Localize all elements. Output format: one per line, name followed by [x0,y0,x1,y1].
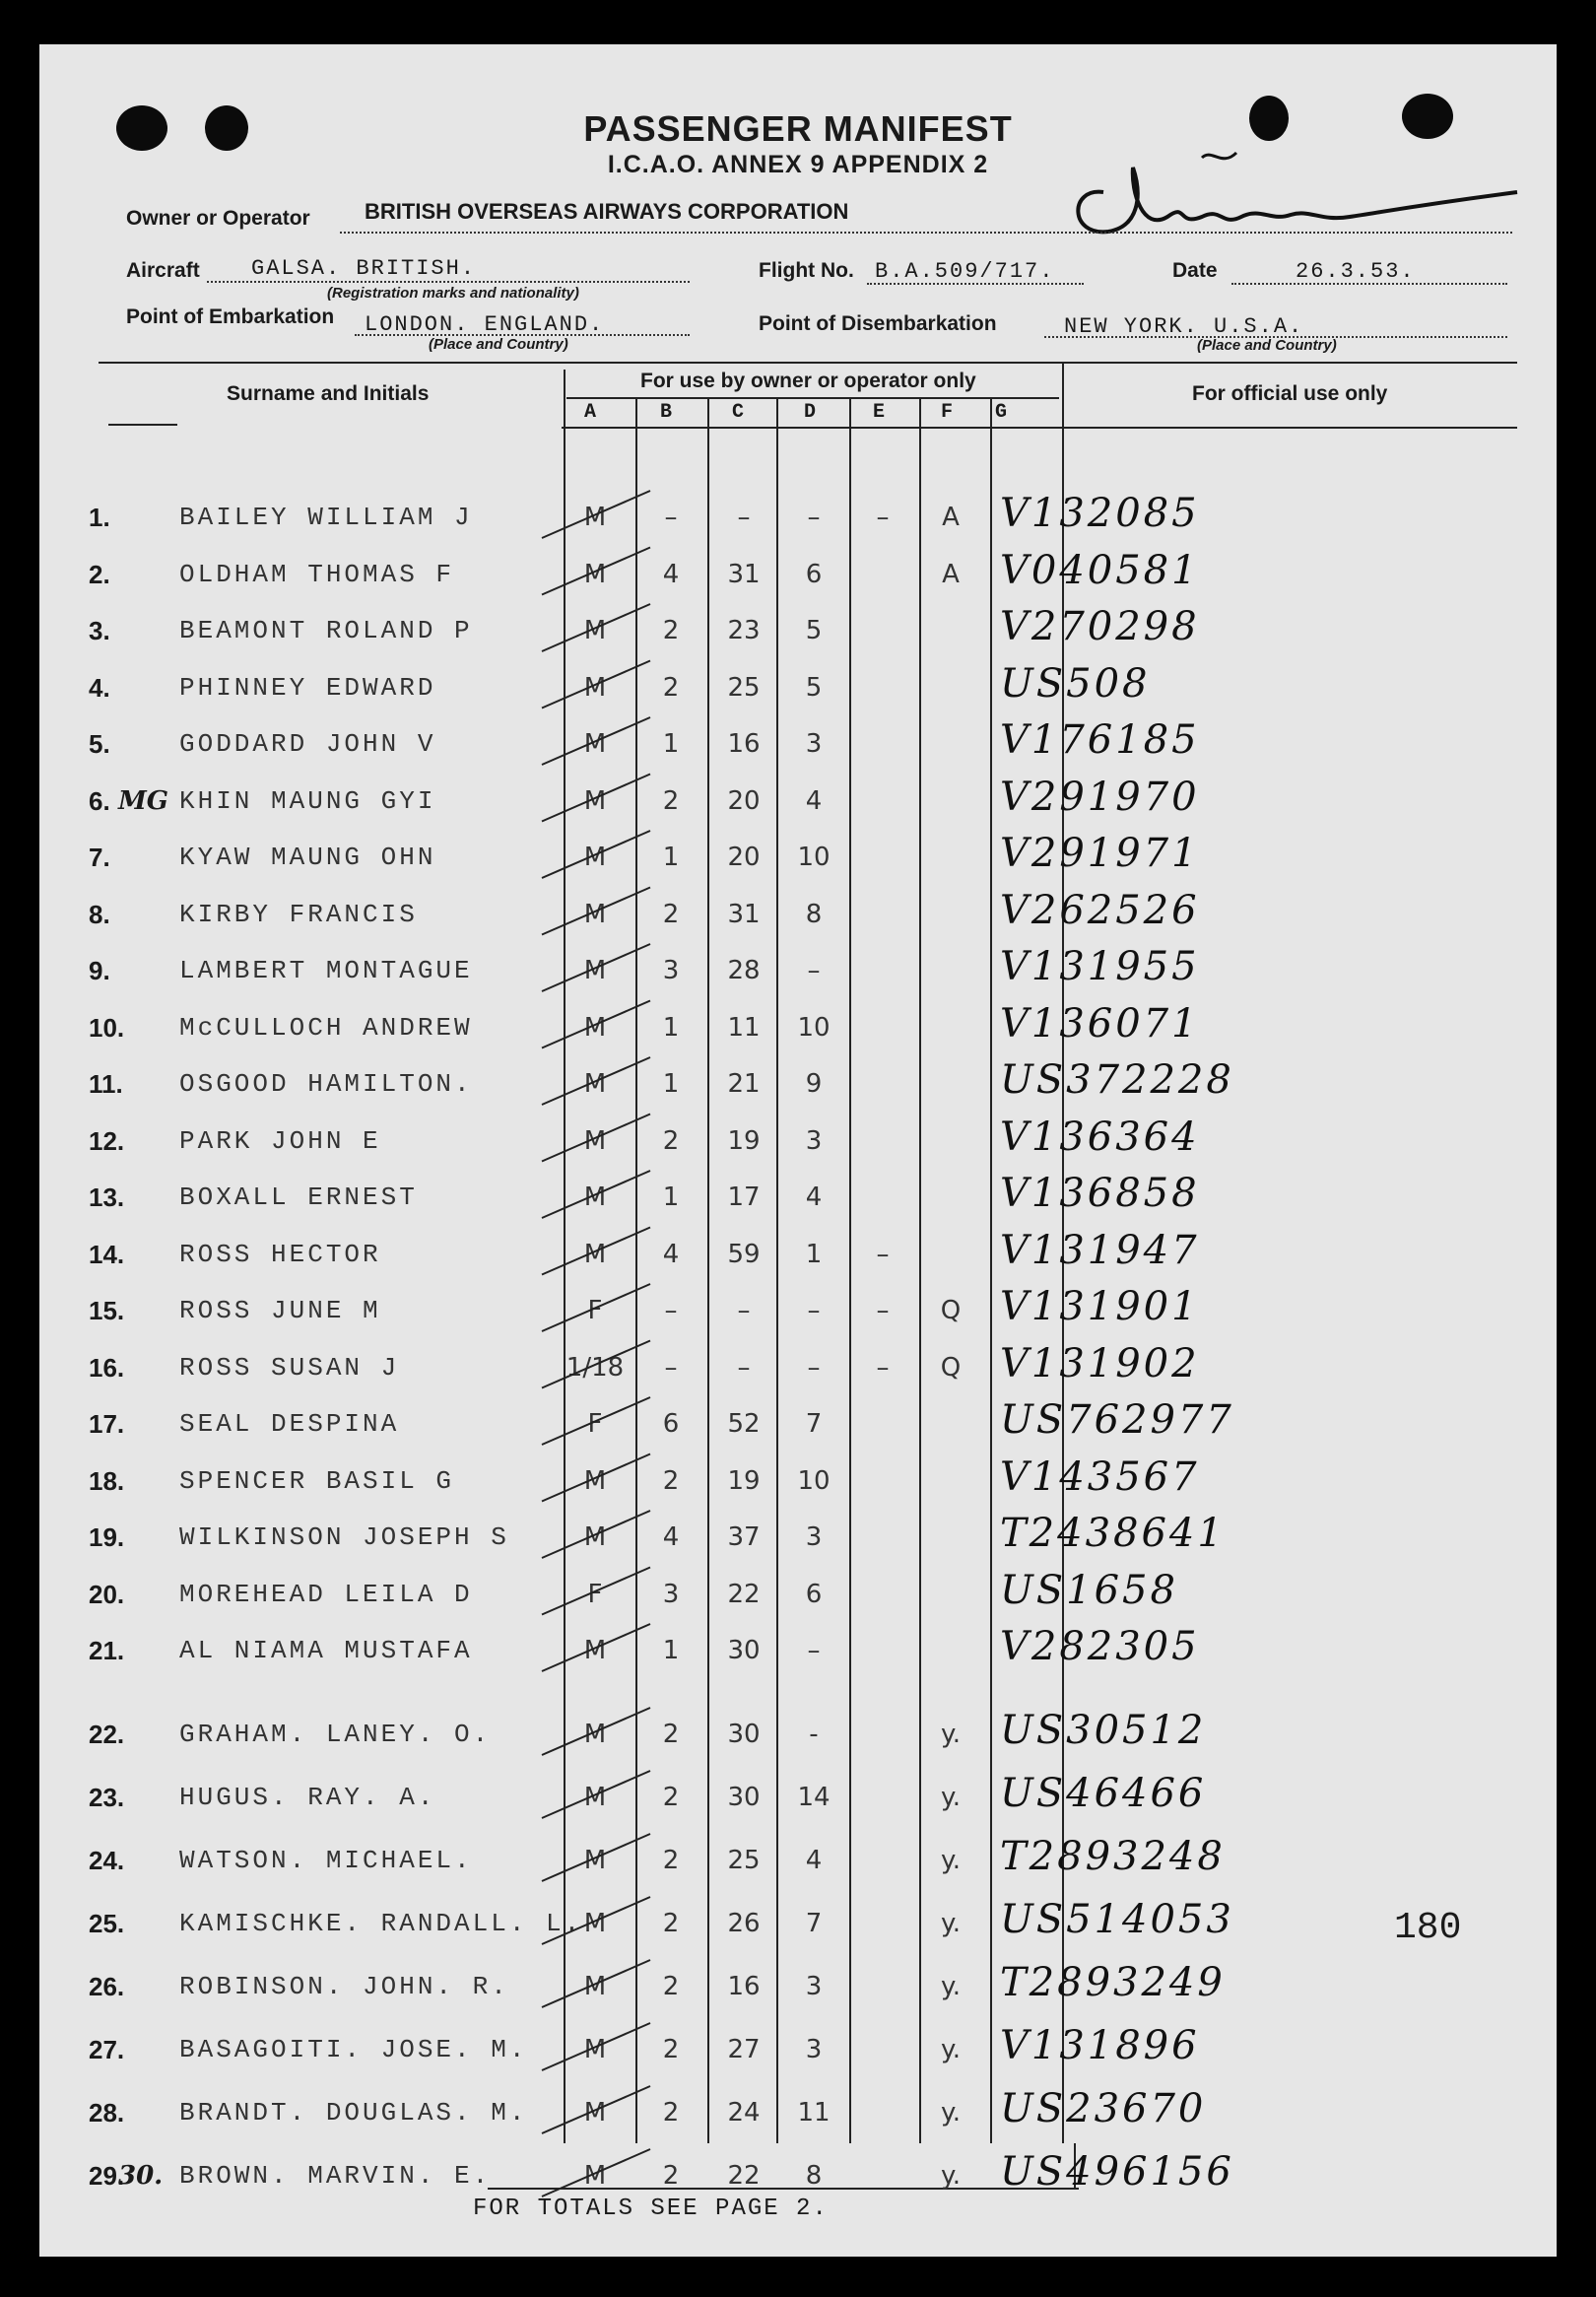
cell-f: A [942,559,960,589]
cell-c: 23 [727,616,761,645]
official-number: V262526 [1000,887,1200,933]
passenger-name: HUGUS. RAY. A. [179,1783,436,1812]
cell-b: 1 [662,1636,680,1665]
official-number: US23670 [1000,2086,1207,2131]
cell-c: 30 [727,1783,761,1812]
cell-c: 37 [727,1522,761,1552]
cell-b: – [664,503,678,532]
flight-value: B.A.509/717. [875,259,1055,284]
official-number: V136071 [1000,1000,1200,1047]
row-number: 13. [89,1182,125,1212]
date-value: 26.3.53. [1296,259,1416,284]
passenger-name: GRAHAM. LANEY. O. [179,1720,492,1749]
cell-b: 1 [662,843,680,872]
cell-d: 11 [797,2098,831,2128]
row-number: 15. [89,1296,125,1325]
cell-a: M [583,1909,607,1938]
cell-c: 19 [727,1465,761,1496]
disembarkation-value: NEW YORK. U.S.A. [1064,314,1304,339]
cell-d: 8 [805,2161,823,2191]
cell-c: 31 [727,899,761,929]
official-number: US1658 [1000,1567,1178,1613]
official-number: V136364 [1000,1114,1200,1160]
cell-b: 4 [662,1522,680,1552]
manifest-title: PASSENGER MANIFEST [583,108,1013,149]
row-number: 29. [89,2161,125,2191]
passenger-name: BAILEY WILLIAM J [179,503,473,532]
sub-col-c: C [732,401,745,424]
passenger-name: LAMBERT MONTAGUE [179,956,473,985]
cell-a: M [583,899,607,929]
cell-d: - [809,1720,819,1749]
table-row [39,1567,1557,1625]
cell-d: 5 [805,672,823,703]
cell-f: y. [941,2098,961,2128]
official-number: T2438641 [1000,1511,1226,1556]
passenger-name: ROBINSON. JOHN. R. [179,1972,509,2001]
cell-a: M [583,2035,607,2064]
cell-d: 7 [805,1909,823,1938]
table-row [39,2088,1557,2143]
cell-e: – [876,1239,890,1269]
passenger-name: BEAMONT ROLAND P [179,616,473,645]
row-number: 2. [89,559,110,589]
official-number: V131947 [1000,1227,1200,1273]
disembarkation-note: (Place and Country) [1197,337,1337,354]
table-row [39,1899,1557,1954]
table-row [39,1340,1557,1398]
row-number: 18. [89,1465,125,1496]
row-number: 16. [89,1352,125,1383]
row-number: 17. [89,1409,125,1439]
row-number: 19. [89,1522,125,1552]
cell-b: 2 [662,1783,680,1812]
table-row [39,1227,1557,1285]
official-number: V131896 [1000,2023,1200,2068]
cell-a: M [583,1783,607,1812]
cell-a: M [583,956,607,985]
row-number: 6. [89,785,110,816]
embarkation-value: LONDON. ENGLAND. [365,312,605,337]
cell-b: 4 [662,1239,680,1269]
passenger-name: KHIN MAUNG GYI [179,785,436,816]
official-number: T2893249 [1000,1960,1226,2005]
cell-c: 30 [727,1720,761,1749]
table-row [39,1173,1557,1228]
cell-d: 3 [805,2035,823,2064]
cell-b: 3 [662,1579,680,1609]
cell-c: 20 [727,843,761,872]
official-number: V270298 [1000,604,1200,649]
cell-a: 1/18 [565,1352,625,1383]
cell-d: – [807,1296,821,1325]
sub-col-e: E [873,401,886,424]
cell-b: 2 [662,1720,680,1749]
cell-b: 1 [662,1069,680,1099]
cell-f: y. [941,1720,961,1749]
cell-a: M [583,785,607,816]
table-row [39,1836,1557,1891]
cell-a: M [583,672,607,703]
passenger-name: WATSON. MICHAEL. [179,1846,473,1875]
cell-b: 2 [662,1846,680,1875]
row-number: 10. [89,1012,125,1043]
cell-b: 1 [662,729,680,759]
signature-scribble-icon [1064,138,1527,256]
cell-d: 7 [805,1409,823,1439]
official-number: US46466 [1000,1771,1207,1816]
cell-c: 24 [727,2098,761,2128]
cell-b: 2 [662,2161,680,2191]
official-number: V291971 [1000,831,1200,876]
cell-c: – [737,1296,751,1325]
passenger-name: BRANDT. DOUGLAS. M. [179,2098,528,2128]
cell-b: 1 [662,1012,680,1043]
row-number: 1. [89,503,110,532]
cell-e: – [876,1296,890,1325]
passenger-name: PARK JOHN E [179,1125,381,1156]
cell-a: M [583,503,607,532]
sub-col-d: D [804,401,817,424]
passenger-name: OSGOOD HAMILTON. [179,1069,473,1099]
operator-value: BRITISH OVERSEAS AIRWAYS CORPORATION [365,199,849,224]
official-number: V131955 [1000,944,1200,989]
row-mark: MG [118,785,168,816]
cell-b: 2 [662,1909,680,1938]
row-number: 28. [89,2098,125,2128]
row-number: 20. [89,1579,125,1609]
cell-a: M [583,729,607,759]
cell-d: 4 [805,785,823,816]
official-number: US508 [1000,660,1151,707]
aircraft-note: (Registration marks and nationality) [327,285,579,302]
passenger-name: ROSS HECTOR [179,1239,381,1269]
table-row [39,1710,1557,1765]
cell-d: 3 [805,1972,823,2001]
cell-c: 20 [727,785,761,816]
passenger-name: BROWN. MARVIN. E. [179,2161,492,2191]
cell-f: y. [941,2161,961,2191]
table-row [39,946,1557,1001]
cell-a: M [583,1239,607,1269]
row-mark: 30. [118,2161,164,2191]
row-number: 24. [89,1846,125,1875]
operator-label: Owner or Operator [126,207,310,230]
official-number: V131901 [1000,1284,1200,1329]
passenger-name: McCULLOCH ANDREW [179,1012,473,1043]
flight-line [867,283,1084,285]
cell-d: 10 [797,1012,831,1043]
disembarkation-label: Point of Disembarkation [759,312,997,335]
cell-b: 4 [662,559,680,589]
cell-a: M [583,843,607,872]
cell-b: 2 [662,1125,680,1156]
row-number: 26. [89,1972,125,2001]
cell-c: 22 [727,2161,761,2191]
cell-c: 11 [727,1012,761,1043]
name-underline [108,424,177,426]
cell-b: 2 [662,616,680,645]
cell-e: – [876,503,890,532]
cell-c: 17 [727,1182,761,1212]
cell-d: 14 [797,1783,831,1812]
cell-d: 6 [805,1579,823,1609]
cell-c: 16 [727,1972,761,2001]
cell-a: M [583,1846,607,1875]
row-number: 4. [89,672,110,703]
sub-col-a: A [584,401,597,424]
cell-c: 59 [727,1239,761,1269]
cell-f: y. [941,1972,961,2001]
col-owner-header: For use by owner or operator only [640,370,976,392]
passenger-name: KAMISCHKE. RANDALL. L. [179,1909,583,1938]
table-row [39,493,1557,548]
cell-d: 5 [805,616,823,645]
official-number: V143567 [1000,1453,1200,1500]
cell-a: M [583,616,607,645]
passenger-name: BASAGOITI. JOSE. M. [179,2035,528,2064]
passenger-name: SEAL DESPINA [179,1409,400,1439]
passenger-name: SPENCER BASIL G [179,1465,455,1496]
cell-c: 22 [727,1579,761,1609]
cell-c: – [737,503,751,532]
table-row [39,1059,1557,1115]
passenger-name: MOREHEAD LEILA D [179,1579,473,1609]
official-number: V040581 [1000,547,1200,593]
passenger-name: PHINNEY EDWARD [179,672,436,703]
flight-label: Flight No. [759,259,854,282]
cell-f: A [942,503,960,532]
table-row [39,719,1557,775]
cell-d: 9 [805,1069,823,1099]
cell-a: M [583,1720,607,1749]
cell-b: 2 [662,899,680,929]
row-number: 7. [89,843,110,872]
page-number: 180 [1394,1907,1462,1949]
aircraft-label: Aircraft [126,259,200,282]
cell-d: – [807,956,821,985]
sub-col-f: F [941,401,954,424]
official-number: V131902 [1000,1340,1200,1386]
passenger-name: KIRBY FRANCIS [179,899,418,929]
row-number: 5. [89,729,110,759]
official-number: US372228 [1000,1057,1234,1103]
embarkation-label: Point of Embarkation [126,305,335,328]
row-number: 8. [89,899,110,929]
table-row [39,606,1557,661]
cell-b: – [664,1296,678,1325]
cell-a: M [583,1125,607,1156]
table-row [39,1453,1557,1512]
cell-b: 3 [662,956,680,985]
cell-a: M [583,1465,607,1496]
aircraft-line [207,281,690,283]
cell-f: y. [941,1846,961,1875]
cell-c: 21 [727,1069,761,1099]
cell-d: 3 [805,729,823,759]
cell-c: 52 [727,1409,761,1439]
cell-b: 1 [662,1182,680,1212]
cell-e: – [876,1352,890,1383]
passenger-name: OLDHAM THOMAS F [179,559,455,589]
cell-a: M [583,1069,607,1099]
official-number: T2893248 [1000,1834,1226,1879]
cell-a: M [583,1522,607,1552]
official-number: V291970 [1000,774,1200,820]
passenger-name: BOXALL ERNEST [179,1182,418,1212]
passenger-name: ROSS JUNE M [179,1296,381,1325]
sub-col-g: G [995,401,1008,424]
sub-col-b: B [660,401,673,424]
cell-d: 1 [805,1239,823,1269]
cell-c: 16 [727,729,761,759]
cell-f: Q [940,1352,962,1383]
row-number: 25. [89,1909,125,1938]
operator-line [340,232,1512,234]
cell-b: 2 [662,1465,680,1496]
table-row [39,1626,1557,1681]
aircraft-value: GALSA. BRITISH. [251,256,477,281]
cell-c: 28 [727,956,761,985]
cell-d: – [807,503,821,532]
row-number: 9. [89,956,110,985]
official-number: US496156 [1000,2149,1234,2195]
cell-a: F [587,1296,603,1325]
cell-f: Q [940,1296,962,1325]
cell-c: 25 [727,1846,761,1875]
cell-a: M [583,1182,607,1212]
cell-d: – [807,1636,821,1665]
cell-b: – [664,1352,678,1383]
table-header-border [562,427,1517,429]
cell-b: 2 [662,2098,680,2128]
cell-c: 26 [727,1909,761,1938]
cell-d: 10 [797,1465,831,1496]
table-row [39,1513,1557,1568]
cell-d: – [807,1352,821,1383]
official-number: US762977 [1000,1397,1234,1443]
cell-a: M [583,1636,607,1665]
table-row [39,2025,1557,2080]
col-official-header: For official use only [1192,382,1388,405]
date-line [1231,283,1507,285]
passenger-name: AL NIAMA MUSTAFA [179,1636,473,1665]
cell-c: 19 [727,1125,761,1156]
cell-a: F [587,1579,603,1609]
passenger-name: KYAW MAUNG OHN [179,843,436,872]
row-number: 23. [89,1783,125,1812]
table-row [39,1773,1557,1828]
passenger-name: ROSS SUSAN J [179,1352,400,1383]
col-name-header: Surname and Initials [227,382,430,405]
cell-a: M [583,1012,607,1043]
table-row [39,1962,1557,2017]
cell-f: y. [941,1783,961,1812]
date-label: Date [1172,259,1218,282]
cell-b: 6 [662,1409,680,1439]
cell-d: 4 [805,1846,823,1875]
table-row [39,1286,1557,1341]
table-row [39,1116,1557,1172]
table-row [39,833,1557,888]
table-row [39,887,1557,945]
official-number: V282305 [1000,1624,1200,1669]
table-row [39,1000,1557,1058]
table-row [39,660,1557,718]
row-number: 21. [89,1636,125,1665]
table-row [39,1399,1557,1454]
cell-b: 2 [662,672,680,703]
cell-b: 2 [662,2035,680,2064]
official-number: V132085 [1000,491,1200,536]
cell-a: M [583,1972,607,2001]
row-number: 14. [89,1239,125,1269]
manifest-subtitle: I.C.A.O. ANNEX 9 APPENDIX 2 [607,151,989,178]
cell-f: y. [941,1909,961,1938]
cell-b: 2 [662,785,680,816]
passenger-name: GODDARD JOHN V [179,729,436,759]
official-number: US514053 [1000,1897,1234,1942]
row-number: 12. [89,1125,125,1156]
embarkation-note: (Place and Country) [429,336,568,353]
cell-d: 3 [805,1522,823,1552]
cell-d: 8 [805,899,823,929]
cell-c: – [737,1352,751,1383]
table-row [39,774,1557,832]
official-number: V136858 [1000,1171,1200,1216]
cell-c: 31 [727,559,761,589]
cell-c: 27 [727,2035,761,2064]
row-number: 27. [89,2035,125,2064]
table-footer: FOR TOTALS SEE PAGE 2. [473,2196,829,2222]
manifest-page [39,44,1557,2257]
owner-header-underline [566,397,1059,399]
cell-a: M [583,2161,607,2191]
cell-f: y. [941,2035,961,2064]
cell-a: F [587,1409,603,1439]
signature [1064,138,1527,261]
cell-a: M [583,559,607,589]
cell-d: 6 [805,559,823,589]
passenger-name: WILKINSON JOSEPH S [179,1522,509,1552]
row-number: 22. [89,1720,125,1749]
official-number: V176185 [1000,717,1200,763]
cell-c: 25 [727,672,761,703]
cell-d: 4 [805,1182,823,1212]
cell-d: 3 [805,1125,823,1156]
table-row [39,547,1557,605]
row-number: 11. [89,1069,123,1099]
cell-b: 2 [662,1972,680,2001]
cell-a: M [583,2098,607,2128]
row-number: 3. [89,616,110,645]
cell-d: 10 [797,843,831,872]
official-number: US30512 [1000,1708,1207,1753]
table-top-border [99,362,1517,364]
cell-c: 30 [727,1636,761,1665]
